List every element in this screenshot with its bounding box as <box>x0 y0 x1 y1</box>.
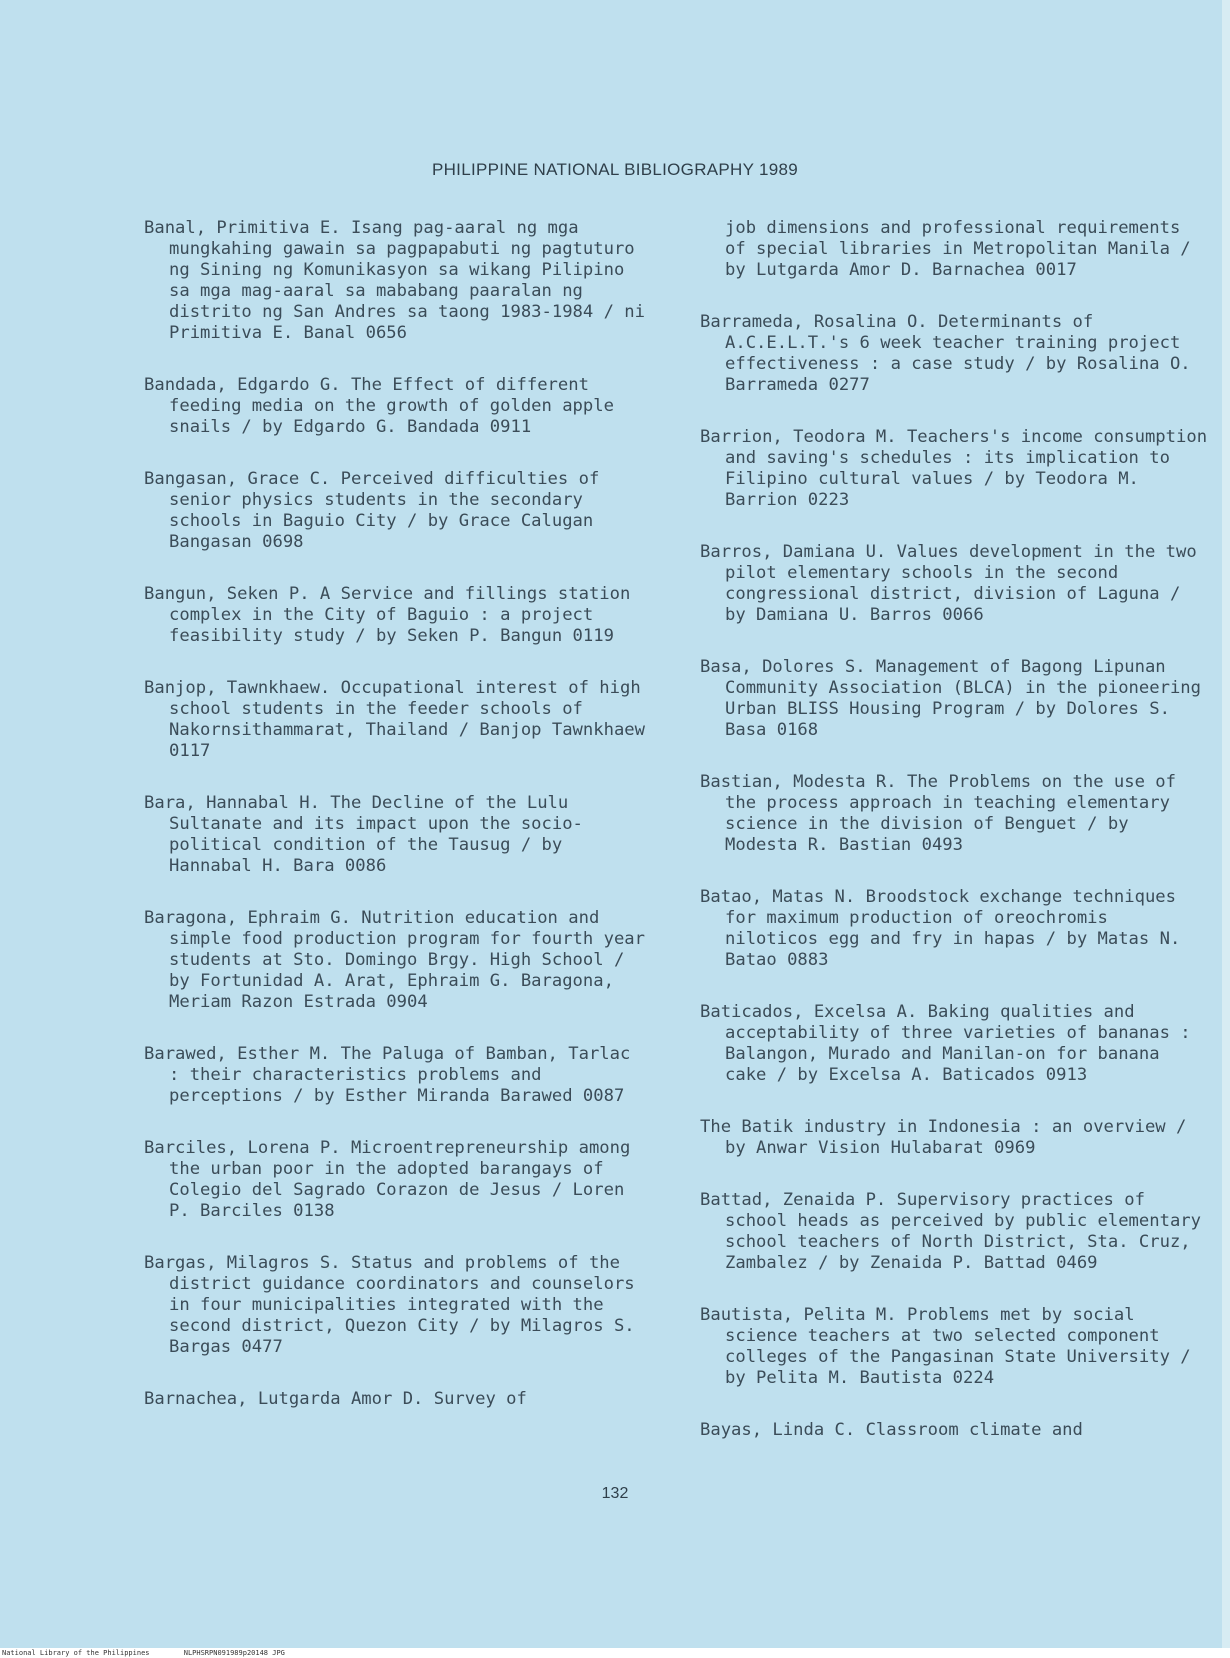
bibliography-entry: Bangun, Seken P. A Service and fillings station complex in the City of Baguio : a project feasibility study / by Seken P. Bangun 0119 <box>144 584 641 646</box>
page-number: 132 <box>601 1485 629 1502</box>
bibliography-entry: Battad, Zenaida P. Supervisory practices of school heads as perceived by public elementary school teachers of North District, Sta. Cruz, Zambalez / by Zenaida P. Battad 0469 <box>700 1190 1212 1273</box>
bibliography-entry: Barrion, Teodora M. Teachers's income consumption and saving's schedules : its implication to Filipino cultural values / by Teodora M. Barrion 0223 <box>700 427 1218 510</box>
bibliography-entry: Bastian, Modesta R. The Problems on the use of the process approach in teaching elementary science in the division of Benguet / by Modesta R. Bastian 0493 <box>700 772 1187 855</box>
bibliography-entry: Bargas, Milagros S. Status and problems of the district guidance coordinators and counselors in four municipalities integrated with the second district, Quezon City / by Milagros S. Bargas 0477 <box>144 1253 646 1357</box>
bibliography-entry: Banal, Primitiva E. Isang pag-aaral ng mga mungkahing gawain sa pagpapabuti ng pagtuturo ng Sining ng Komunikasyon sa wikang Pilipino sa mga mag-aaral sa mababang paaralan ng distrito ng San Andres sa taong 1983-1984 / ni Primitiva E. Banal 0656 <box>144 218 656 343</box>
footer-filename: NLPHSRPN091989p20148 JPG <box>183 1649 285 1657</box>
left-column <box>144 218 656 1441</box>
bibliography-entry: Barros, Damiana U. Values development in the two pilot elementary schools in the second congressional district, division of Laguna / by Damiana U. Barros 0066 <box>700 542 1208 625</box>
bibliography-entry: Baragona, Ephraim G. Nutrition education and simple food production program for fourth year students at Sto. Domingo Brgy. High School / by Fortunidad A. Arat, Ephraim G. Baragona, Meriam Razon Estrada 0904 <box>144 908 656 1012</box>
bibliography-entry: Bandada, Edgardo G. The Effect of different feeding media on the growth of golden apple snails / by Edgardo G. Bandada 0911 <box>144 375 625 437</box>
bibliography-entry: Barnachea, Lutgarda Amor D. Survey of <box>144 1389 527 1409</box>
bibliography-entry: Barrameda, Rosalina O. Determinants of A.C.E.L.T.'s 6 week teacher training project effectiveness : a case study / by Rosalina O. Barrameda 0277 <box>700 312 1202 395</box>
bibliography-entry: Baticados, Excelsa A. Baking qualities and acceptability of three varieties of bananas : Balangon, Murado and Manilan-on for banana cake / by Excelsa A. Baticados 0913 <box>700 1002 1202 1085</box>
bibliography-entry: Banjop, Tawnkhaew. Occupational interest of high school students in the feeder schools of Nakornsithammarat, Thailand / Banjop Tawnkhaew 0117 <box>144 678 656 761</box>
bibliography-entry: Bautista, Pelita M. Problems met by social science teachers at two selected component colleges of the Pangasinan State University / by Pelita M. Bautista 0224 <box>700 1305 1202 1388</box>
bibliography-entry: Basa, Dolores S. Management of Bagong Lipunan Community Association (BLCA) in the pioneering Urban BLISS Housing Program / by Dolores S. Basa 0168 <box>700 657 1212 740</box>
scan-footer <box>0 1648 1230 1658</box>
bibliography-entry: Barciles, Lorena P. Microentrepreneurship among the urban poor in the adopted barangays of Colegio del Sagrado Corazon de Jesus / Loren P. Barciles 0138 <box>144 1138 641 1221</box>
page-header: PHILIPPINE NATIONAL BIBLIOGRAPHY 1989 <box>431 160 799 179</box>
right-column <box>700 218 1218 1472</box>
page-edge <box>1222 0 1230 1648</box>
bibliography-entry-continued: job dimensions and professional requirements of special libraries in Metropolitan Manila / by Lutgarda Amor D. Barnachea 0017 <box>725 218 1202 280</box>
footer-library: National Library of the Philippines <box>2 1649 150 1657</box>
bibliography-entry: Bayas, Linda C. Classroom climate and <box>700 1420 1083 1440</box>
bibliography-entry: Bara, Hannabal H. The Decline of the Lulu Sultanate and its impact upon the socio-political condition of the Tausug / by Hannabal H. Bara 0086 <box>144 793 583 876</box>
bibliography-entry: Batao, Matas N. Broodstock exchange techniques for maximum production of oreochromis niloticos egg and fry in hapas / by Matas N. Batao 0883 <box>700 887 1191 970</box>
bibliography-entry: Bangasan, Grace C. Perceived difficulties of senior physics students in the secondary schools in Baguio City / by Grace Calugan Bangasan 0698 <box>144 469 610 552</box>
bibliography-entry: Barawed, Esther M. The Paluga of Bamban, Tarlac : their characteristics problems and perceptions / by Esther Miranda Barawed 0087 <box>144 1044 641 1106</box>
bibliography-entry: The Batik industry in Indonesia : an overview / by Anwar Vision Hulabarat 0969 <box>700 1117 1197 1158</box>
